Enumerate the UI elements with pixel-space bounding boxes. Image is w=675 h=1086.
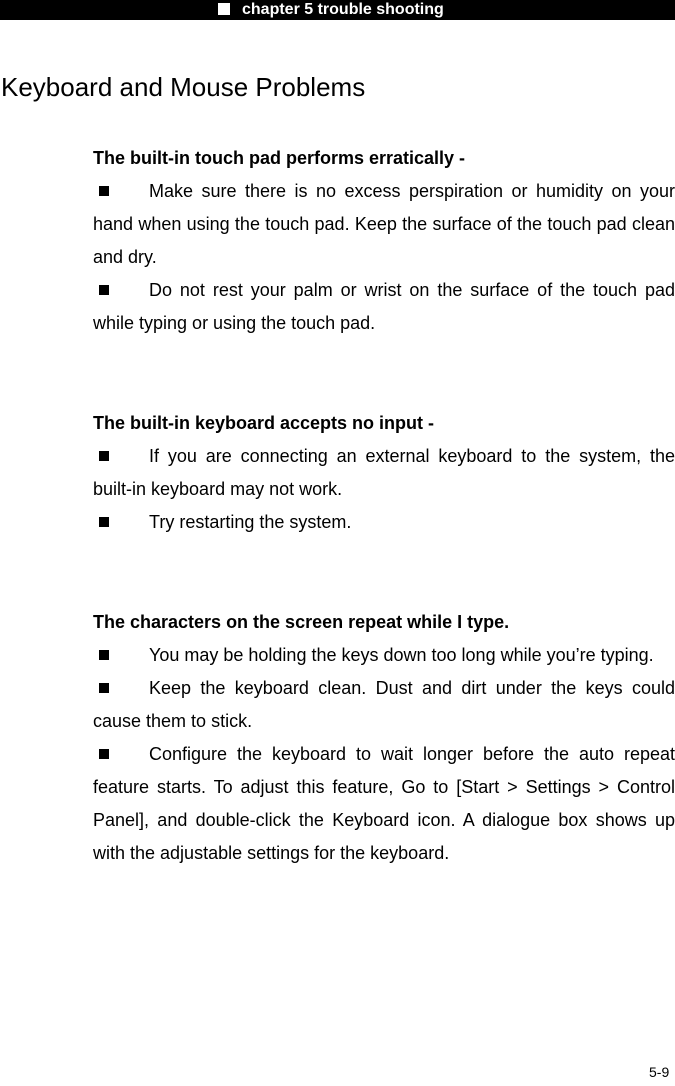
bullet-text: Make sure there is no excess perspiration or humidity on your hand when using the touch pad. Keep the surface of the touch pad clean and dry. (93, 181, 675, 267)
square-bullet-icon (99, 650, 109, 660)
bullet-item (93, 274, 675, 340)
square-bullet-icon (99, 186, 109, 196)
section-heading: The characters on the screen repeat while I type. (93, 612, 510, 632)
bullet-item (93, 175, 675, 274)
square-bullet-icon (99, 517, 109, 527)
bullet-text: You may be holding the keys down too long while you’re typing. (149, 645, 654, 665)
bullet-text: If you are connecting an external keyboard to the system, the built-in keyboard may not work. (93, 446, 675, 499)
bullet-text: Try restarting the system. (149, 512, 352, 532)
square-icon (218, 3, 230, 15)
square-bullet-icon (99, 451, 109, 461)
section-characters-repeat (93, 606, 675, 870)
chapter-header-bar (0, 0, 675, 20)
chapter-label: chapter 5 trouble shooting (242, 1, 444, 18)
document-body (93, 142, 675, 870)
square-bullet-icon (99, 285, 109, 295)
bullet-text: Keep the keyboard clean. Dust and dirt under the keys could cause them to stick. (93, 678, 675, 731)
bullet-item (93, 738, 675, 870)
section-heading: The built-in touch pad performs erratically - (93, 148, 466, 168)
page-number: 5-9 (649, 1064, 670, 1080)
chapter-header (218, 0, 444, 20)
section-heading: The built-in keyboard accepts no input - (93, 413, 435, 433)
bullet-item (93, 639, 675, 672)
bullet-item (93, 440, 675, 506)
bullet-text: Do not rest your palm or wrist on the surface of the touch pad while typing or using the touch pad. (93, 280, 675, 333)
section-keyboard-no-input (93, 407, 675, 539)
section-touch-pad (93, 142, 675, 340)
page-title: Keyboard and Mouse Problems (1, 72, 366, 102)
bullet-item (93, 672, 675, 738)
square-bullet-icon (99, 683, 109, 693)
square-bullet-icon (99, 749, 109, 759)
bullet-item (93, 506, 675, 539)
bullet-text: Configure the keyboard to wait longer before the auto repeat feature starts. To adjust this feature, Go to [Start > Settings > Control Panel], and double-click the Keyboard icon. A dialogue box shows up with the adjustable settings for the keyboard. (93, 744, 675, 863)
